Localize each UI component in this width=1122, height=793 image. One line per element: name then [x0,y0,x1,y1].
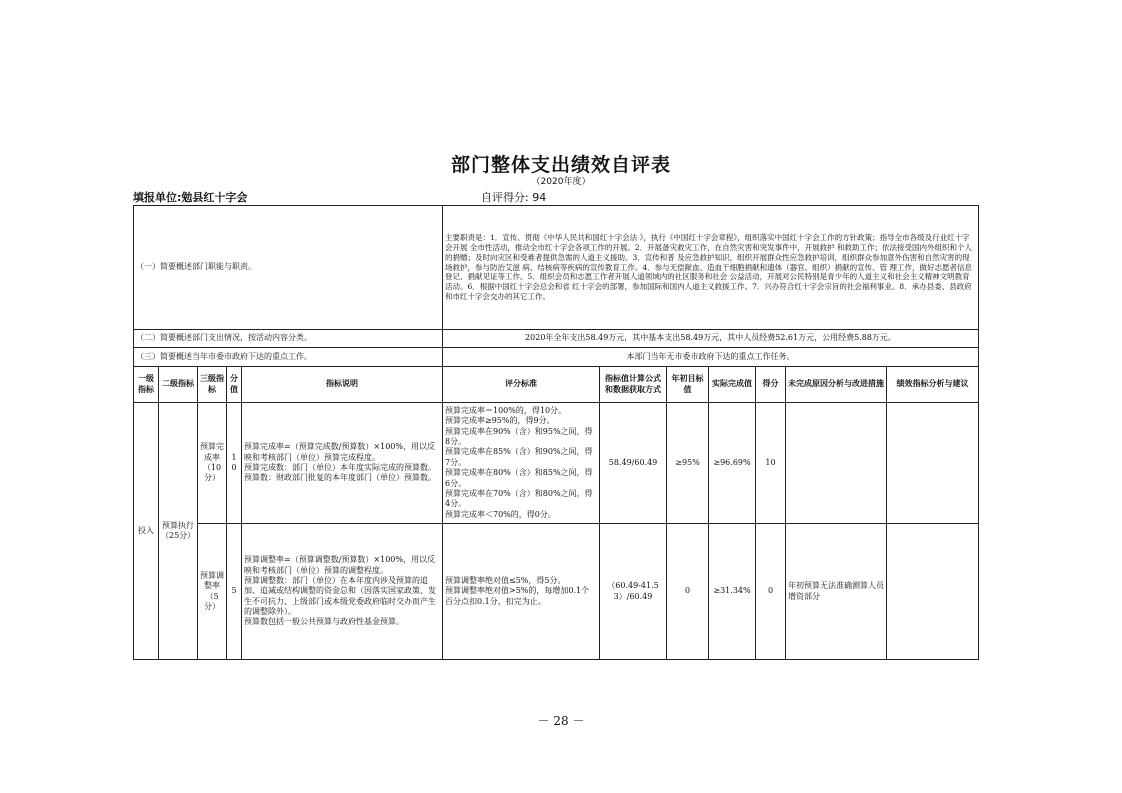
reporting-unit: 填报单位:勉县红十字会 [133,191,248,204]
header-earned: 得分 [756,367,786,403]
level3-cell: 预算调整率（5分） [198,524,227,660]
earned-cell: 0 [756,524,786,660]
self-score: 自评得分: 94 [481,191,547,204]
header-description: 指标说明 [242,367,443,403]
section2-row [134,330,979,348]
section1-row [134,206,979,330]
header-level2: 二级指标 [159,367,198,403]
section1-content: 主要职责是：1．宣传、贯彻《中华人民共和国红十字会法 》，执行《中国红十字会章程》，组织落实中国红十字会工作的方针政策；指导全市各级及行业红十字会开展 全市性活动，推动全市红十字会各项工作的开展。2．开展备灾救灾工作，在自然灾害和突发事件中，开展救护 和救助工作；依法接受国内外组织和个人的捐赠；及时向灾区和受难者提供急需的人道主义援助。3．宣传和普 及应急救护知识，组织开展群众性应急救护培训，组织群众参加意外伤害和自然灾害的现场救护，参与防治艾滋 病、结核病等疾病的宣传教育工作。4．参与无偿献血、造血干细胞捐献和遗体（器官、组织）捐献的宣传、管 理工作，做好志愿者信息登记、捐献见证等工作。5．组织会员和志愿工作者开展人道领域内的社区服务和社会 公益活动，开展对公民特别是青少年的人道主义和社会主义精神文明教育活动。6．根据中国红十字会总会和省 红十字会的部署，参加国际和国内人道主义救援工作。7．兴办符合红十字会宗旨的社会福利事业。8．承办县委、县政府和市红十字会交办的其它工作。 [443,206,979,330]
reasons-cell: 年初预算无法准确测算人员增资部分 [786,524,887,660]
description-cell: 预算完成率=（预算完成数/预算数）×100%，用以反映和考核部门（单位）预算完成程度。 预算完成数：部门（单位）本年度实际完成的预算数。 预算数：财政部门批复的本年度部门（单位）预算数。 [242,403,443,524]
score-value-cell: 5 [227,524,242,660]
page-title: 部门整体支出绩效自评表 [450,154,671,176]
header-formula: 指标值计算公式和数据获取方式 [600,367,667,403]
page-subtitle: （2020年度） [531,177,591,187]
criteria-cell: 预算完成率＝100%的，得10分。 预算完成率≥95%的，得9分。 预算完成率在90%（含）和95%之间，得8分。 预算完成率在85%（含）和90%之间，得7分。 预算完成率在80%（含）和85%之间，得6分。 预算完成率在70%（含）和80%之间，得4分。 预算完成率＜70%的，得0分。 [443,403,600,524]
header-reasons: 未完成原因分析与改进措施 [786,367,887,403]
reasons-cell [786,403,887,524]
actual-cell: ≥96.69% [709,403,756,524]
level3-cell: 预算完成率（10分） [198,403,227,524]
description-cell: 预算调整率=（预算调整数/预算数）×100%，用以反映和考核部门（单位）预算的调整程度。 预算调整数：部门（单位）在本年度内涉及预算的追加、追减或结构调整的资金总和（因落实国家政策、发生不可抗力、上级部门或本级党委政府临时交办而产生的调整除外）。 预算数包括一般公共预算与政府性基金预算。 [242,524,443,660]
section1-label: （一）简要概述部门职能与职责。 [134,206,443,330]
criteria-cell: 预算调整率绝对值≤5%，得5分。 预算调整率绝对值>5%的，每增加0.1个百分点扣0.1分，扣完为止。 [443,524,600,660]
table-row [134,524,979,660]
header-target: 年初目标值 [667,367,709,403]
formula-cell: （60.49-41.53）/60.49 [600,524,667,660]
page-number: － 28 － [537,714,585,728]
section3-content: 本部门当年无市委市政府下达的重点工作任务。 [443,348,979,367]
header-actual: 实际完成值 [709,367,756,403]
earned-cell: 10 [756,403,786,524]
table-row [134,403,979,524]
target-cell: 0 [667,524,709,660]
section3-row [134,348,979,367]
section2-label: （二）简要概述部门支出情况，按活动内容分类。 [134,330,443,348]
level1-cell: 投入 [134,403,159,660]
target-cell: ≥95% [667,403,709,524]
actual-cell: ≥31.34% [709,524,756,660]
level2-cell: 预算执行（25分） [159,403,198,660]
header-analysis: 绩效指标分析与建议 [887,367,979,403]
formula-cell: 58.49/60.49 [600,403,667,524]
header-level1: 一级指标 [134,367,159,403]
header-score-value: 分值 [227,367,242,403]
analysis-cell [887,403,979,524]
header-criteria: 评分标准 [443,367,600,403]
section3-label: （三）简要概述当年市委市政府下达的重点工作。 [134,348,443,367]
header-row [134,367,979,403]
score-value-cell: 10 [227,403,242,524]
header-level3: 三级指标 [198,367,227,403]
evaluation-table [133,205,979,660]
section2-content: 2020年全年支出58.49万元，其中基本支出58.49万元，其中人员经费52.61万元，公用经费5.88万元。 [443,330,979,348]
analysis-cell [887,524,979,660]
